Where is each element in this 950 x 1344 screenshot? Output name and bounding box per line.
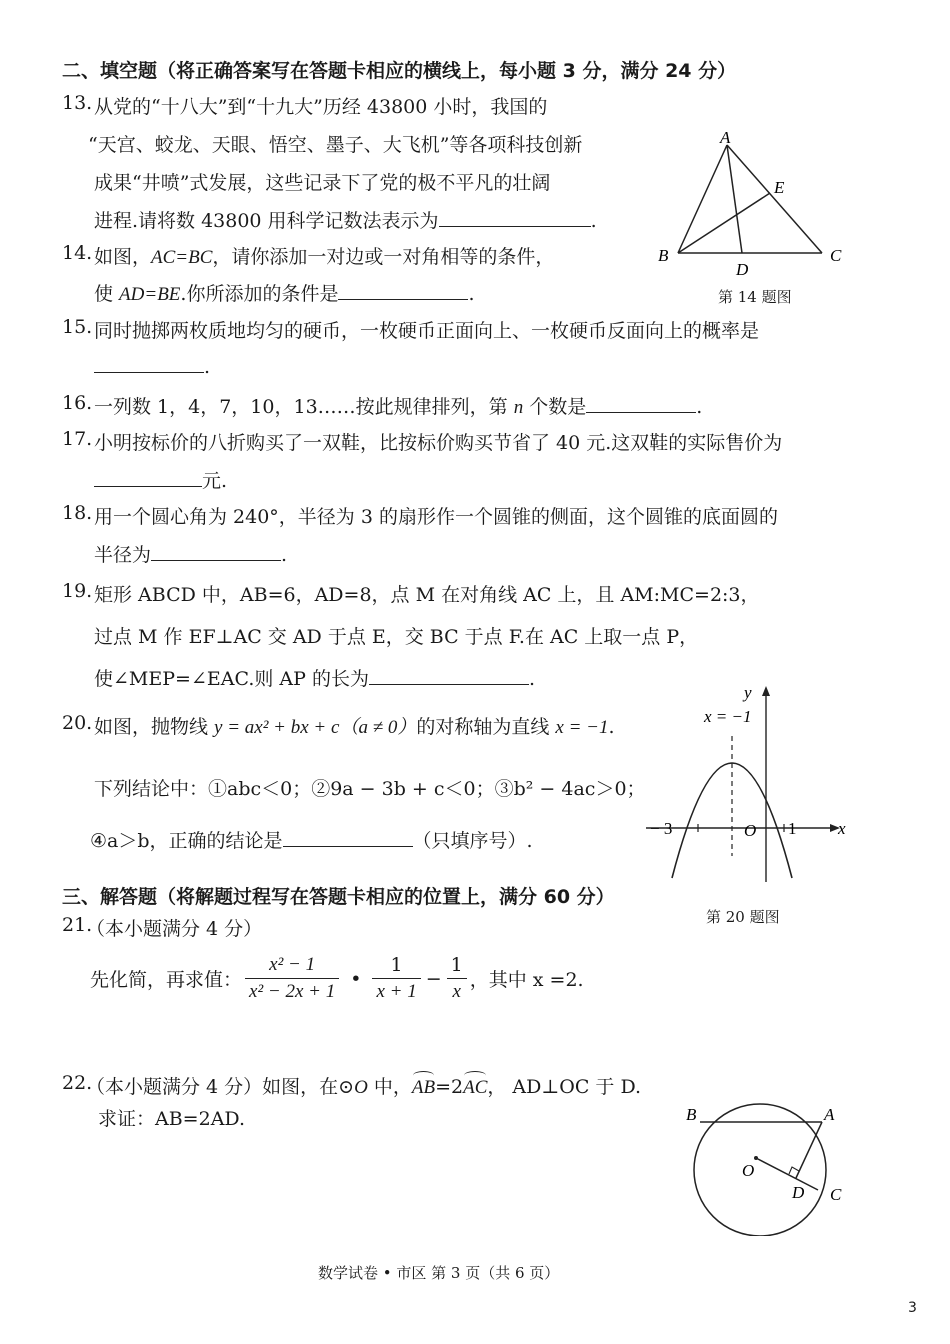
label-a: A (720, 128, 731, 147)
q22-line1 (86, 1072, 641, 1099)
q16-text: 一列数 1，4，7，10，13……按此规律排列，第 (94, 396, 514, 418)
q14-l1c: ，请你添加一对边或一对角相等的条件， (212, 246, 555, 268)
y-axis-label: y (744, 683, 752, 702)
tick-label-1: 1 (788, 819, 797, 838)
q21-minus: − (425, 967, 442, 990)
q18-answer-blank[interactable] (151, 542, 281, 561)
circle-o (694, 1104, 826, 1236)
q21-fraction-3 (447, 954, 467, 1003)
q17-line2 (94, 466, 227, 493)
q14-line1 (94, 242, 554, 269)
q22-eq: =2 (435, 1076, 464, 1098)
q13-line4-text: 进程.请将数 43800 用科学记数法表示为 (94, 210, 439, 232)
q16-text2: 个数是 (523, 396, 587, 418)
q14-figure-caption: 第 14 题图 (718, 288, 792, 306)
label-c: C (830, 246, 842, 265)
q19-answer-blank[interactable] (369, 666, 529, 685)
q20-l1d: x = −1 (555, 717, 609, 738)
q14-l1a: 如图， (94, 246, 152, 268)
q14-l2a: 使 (94, 283, 120, 305)
q20-line1 (94, 712, 615, 739)
tick-label-minus3: − 3 (650, 819, 673, 838)
q13-line3: 成果“井喷”式发展，这些记录下了党的极不平凡的壮阔 (94, 172, 551, 194)
q15-text: 同时抛掷两枚质地均匀的硬币，一枚硬币正面向上、一枚硬币反面向上的概率是 (94, 320, 760, 342)
q20-l1e: . (608, 716, 615, 738)
q22-circle-figure (678, 1096, 858, 1236)
q20-line2: 下列结论中：①abc＜0；②9a − 3b + c＜0；③b² − 4ac＞0； (94, 778, 646, 800)
q17-unit: 元. (202, 470, 228, 492)
page-number: 3 (908, 1300, 917, 1316)
q22-tail: ， AD⊥OC 于 D. (487, 1076, 642, 1098)
q13-number: 13. (62, 92, 93, 114)
q22-arc-ac: AC (463, 1077, 488, 1098)
x-axis-label: x (838, 819, 846, 838)
q21-number: 21. (62, 914, 93, 936)
section3-header: 三、解答题（将解题过程写在答题卡相应的位置上，满分 60 分） (62, 886, 615, 908)
q13-end: . (590, 210, 597, 232)
label-d: D (792, 1183, 805, 1202)
q13-answer-blank[interactable] (439, 208, 591, 227)
label-e: E (774, 178, 785, 197)
origin-label: O (744, 821, 757, 840)
q20-line3 (90, 826, 533, 853)
q14-end: . (468, 283, 475, 305)
q21-frac3-numerator: 1 (447, 954, 467, 979)
q20-l3b: （只填序号）. (412, 830, 533, 852)
q21-frac1-numerator: x² − 1 (245, 954, 339, 979)
q14-number: 14. (62, 242, 93, 264)
q15-number: 15. (62, 316, 93, 338)
q13-line4 (94, 206, 597, 233)
q21-header: （本小题满分 4 分） (86, 918, 263, 940)
q14-answer-blank[interactable] (338, 281, 468, 300)
q14-l1b: AC=BC (151, 247, 213, 268)
q14-l2c: .你所添加的条件是 (180, 283, 339, 305)
q13-line1: 从党的“十八大”到“十九大”历经 43800 小时，我国的 (94, 96, 548, 118)
q22-mid: 中， (367, 1076, 412, 1098)
q20-l1c: 的对称轴为直线 (416, 716, 556, 738)
q16-number: 16. (62, 392, 93, 414)
q16-answer-blank[interactable] (586, 394, 696, 413)
q19-line1: 矩形 ABCD 中，AB=6，AD=8，点 M 在对角线 AC 上，且 AM:MC=2:3， (94, 584, 760, 606)
q18-end: . (281, 544, 288, 566)
q16-var: n (513, 397, 524, 418)
q21-expression (90, 954, 584, 1003)
segment-oc (756, 1158, 818, 1190)
q19-number: 19. (62, 580, 93, 602)
q22-number: 22. (62, 1072, 93, 1094)
q14-l2b: AD=BE (119, 284, 181, 305)
q21-frac2-numerator: 1 (372, 954, 420, 979)
q21-fraction-2 (372, 954, 420, 1003)
q21-frac2-denominator: x + 1 (376, 981, 417, 1002)
q20-parabola-figure (640, 678, 860, 890)
q15-end: . (204, 356, 211, 378)
q16-line (94, 392, 702, 419)
q21-dot: • (350, 967, 362, 990)
q21-fraction-1 (245, 954, 339, 1003)
q17-answer-blank[interactable] (94, 468, 202, 487)
q20-number: 20. (62, 712, 93, 734)
q20-answer-blank[interactable] (283, 828, 413, 847)
q19-end: . (528, 668, 535, 690)
right-angle-mark (789, 1167, 799, 1174)
q16-end: . (696, 396, 703, 418)
label-a: A (824, 1105, 835, 1124)
q17-text: 小明按标价的八折购买了一双鞋，比按标价购买节省了 40 元.这双鞋的实际售价为 (94, 432, 783, 454)
label-c: C (830, 1185, 842, 1204)
segment-ad (796, 1122, 822, 1178)
q18-text: 用一个圆心角为 240°，半径为 3 的扇形作一个圆锥的侧面，这个圆锥的底面圆的 (94, 506, 778, 528)
q19-line3 (94, 664, 535, 691)
q15-line2 (94, 354, 210, 378)
q20-l1b: y = ax² + bx + c（a ≠ 0） (214, 717, 417, 738)
q22-circle-o: O (354, 1077, 368, 1098)
q20-figure-caption: 第 20 题图 (706, 908, 780, 926)
page-footer: 数学试卷 • 市区 第 3 页（共 6 页） (318, 1264, 560, 1282)
q18-line2 (94, 540, 287, 567)
q13-line2: “天宫、蛟龙、天眼、悟空、墨子、大飞机”等各项科技创新 (88, 134, 583, 156)
y-axis-arrow (762, 686, 770, 696)
symmetry-axis-label: x = −1 (704, 707, 752, 726)
segment-ad (727, 145, 742, 253)
label-o: O (742, 1161, 755, 1180)
q21-tail: ，其中 x =2. (469, 969, 584, 991)
q17-number: 17. (62, 428, 93, 450)
q18-number: 18. (62, 502, 93, 524)
q22-header: （本小题满分 4 分）如图，在⊙ (86, 1076, 355, 1098)
q20-l3a: ④a＞b，正确的结论是 (90, 830, 283, 852)
q21-lead: 先化简，再求值： (90, 969, 243, 991)
q14-line2 (94, 279, 475, 306)
q19-line3-text: 使∠MEP=∠EAC.则 AP 的长为 (94, 668, 369, 690)
q19-line2: 过点 M 作 EF⊥AC 交 AD 于点 E，交 BC 于点 F.在 AC 上取一点 P， (94, 626, 699, 648)
q22-arc-ab: AB (411, 1077, 436, 1098)
q21-frac3-denominator: x (452, 981, 461, 1002)
section2-header: 二、填空题（将正确答案写在答题卡相应的横线上，每小题 3 分，满分 24 分） (62, 60, 737, 82)
label-b: B (686, 1105, 697, 1124)
q18-line2-text: 半径为 (94, 544, 152, 566)
label-b: B (658, 246, 669, 265)
q20-l1a: 如图，抛物线 (94, 716, 215, 738)
q22-line2: 求证：AB=2AD. (98, 1108, 246, 1130)
q14-triangle-figure (650, 125, 860, 285)
label-d: D (736, 260, 749, 279)
center-point (754, 1156, 758, 1160)
q21-frac1-denominator: x² − 2x + 1 (249, 981, 336, 1002)
segment-ac (727, 145, 822, 253)
q15-answer-blank[interactable] (94, 354, 204, 373)
